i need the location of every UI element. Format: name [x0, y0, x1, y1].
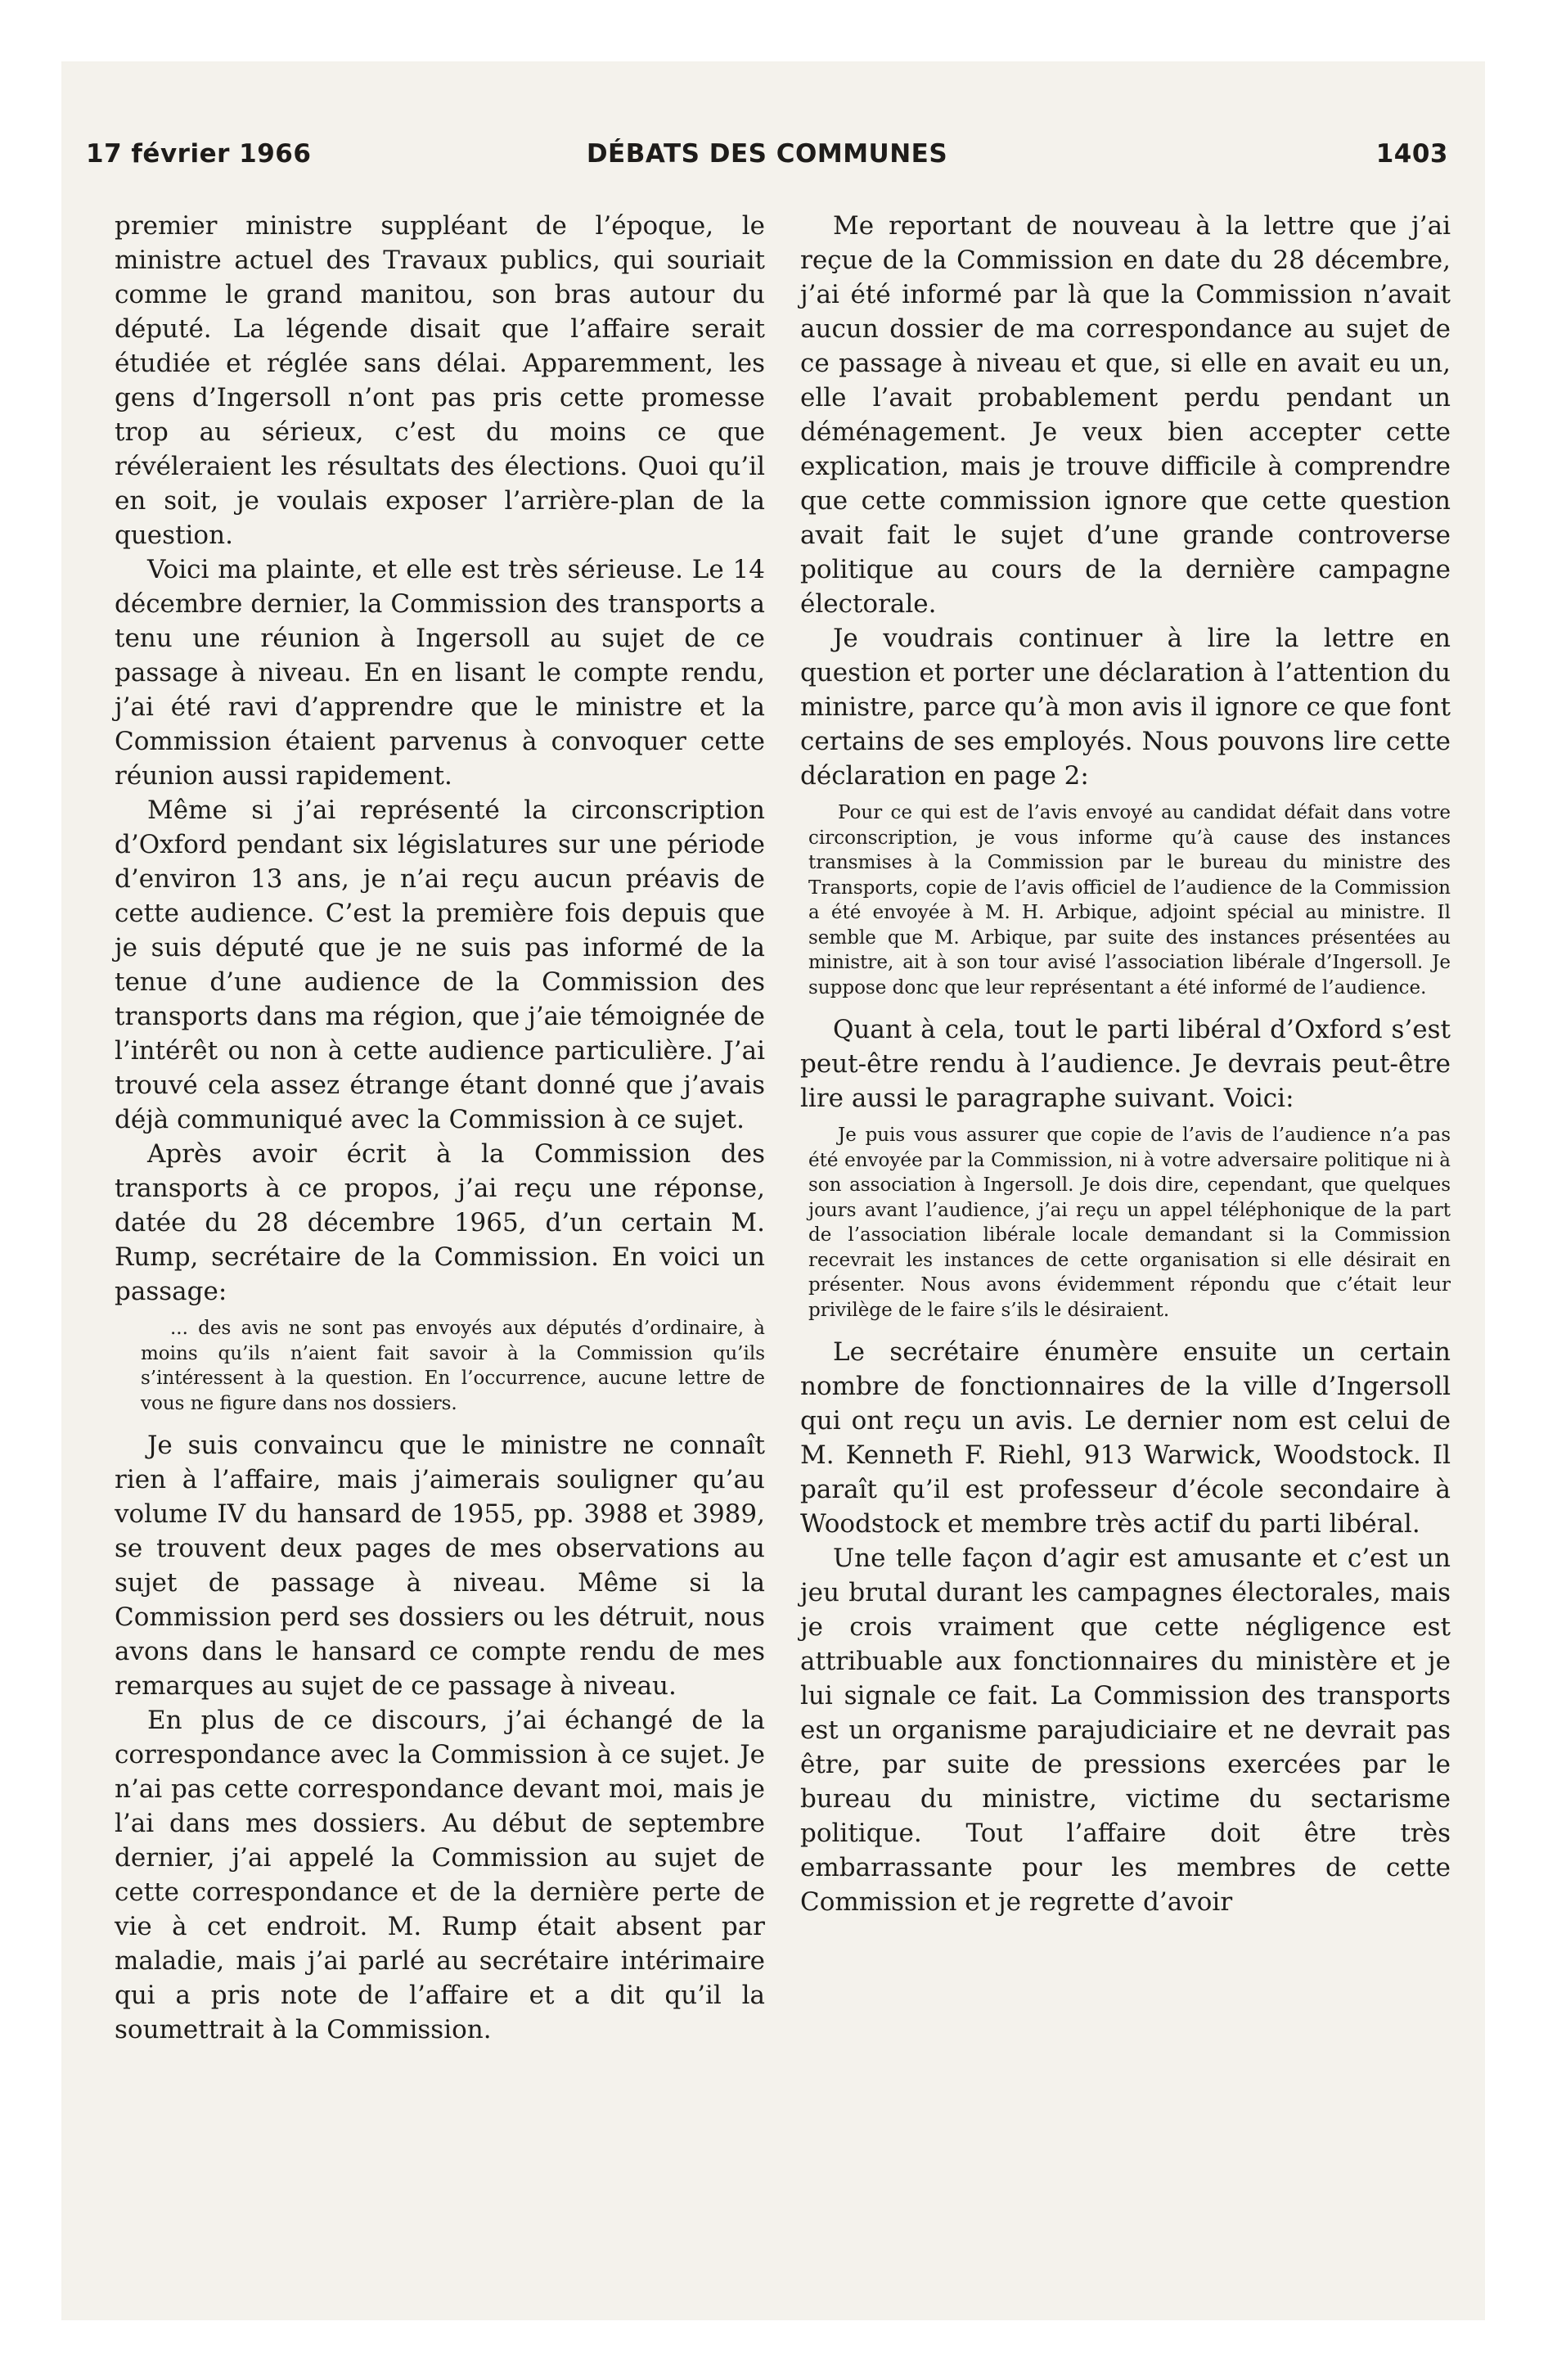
paragraph: premier ministre suppléant de l’époque, le ministre actuel des Travaux publics, qui souriait comme le grand manitou, son bras autour du député. La légende disait que l’affaire serait étudiée et réglée sans délai. Apparemment, les gens d’Ingersoll n’ont pas pris cette promesse trop au sérieux, c’est du moins ce que révéleraient les résultats des élections. Quoi qu’il en soit, je voulais exposer l’arrière-plan de la question.: [115, 211, 765, 550]
right-column: [800, 209, 1451, 1919]
paragraph: Me reportant de nouveau à la lettre que j’ai reçue de la Commission en date du 28 décembre, j’ai été informé par là que la Commission n’avait aucun dossier de ma correspondance au sujet de ce passage à niveau et que, si elle en avait eu un, elle l’avait probablement perdu pendant un déménagement. Je veux bien accepter cette explication, mais je trouve difficile à comprendre que cette commission ignore que cette question avait fait le sujet d’une grande controverse politique au cours de la dernière campagne électorale.: [800, 211, 1451, 619]
paragraph: Le secrétaire énumère ensuite un certain nombre de fonctionnaires de la ville d’Ingersoll qui ont reçu un avis. Le dernier nom est celui de M. Kenneth F. Riehl, 913 Warwick, Woodstock. Il paraît qu’il est professeur d’école secondaire à Woodstock et membre très actif du parti libéral.: [800, 1337, 1451, 1539]
block-quote: ... des avis ne sont pas envoyés aux députés d’ordinaire, à moins qu’ils n’aient fait savoir à la Commission qu’ils s’intéressent à la question. En l’occurrence, aucune lettre de vous ne figure dans nos dossiers.: [141, 1318, 765, 1414]
left-column: [115, 209, 765, 2047]
paragraph: En plus de ce discours, j’ai échangé de la correspondance avec la Commission à ce sujet. Je n’ai pas cette correspondance devant moi, mais je l’ai dans mes dossiers. Au début de septembre dernier, j’ai appelé la Commission au sujet de cette correspondance et de la dernière perte de vie à cet endroit. M. Rump était absent par maladie, mais j’ai parlé au secrétaire intérimaire qui a pris note de l’affaire et a dit qu’il la soumettrait à la Commission.: [115, 1706, 765, 2044]
page-header: [86, 139, 1448, 182]
paragraph: Même si j’ai représenté la circonscription d’Oxford pendant six législatures sur une période d’environ 13 ans, je n’ai reçu aucun préavis de cette audience. C’est la première fois depuis que je suis député que je ne suis pas informé de la tenue d’une audience de la Commission des transports dans ma région, que j’aie témoignée de l’intérêt ou non à cette audience particulière. J’ai trouvé cela assez étrange étant donné que j’avais déjà communiqué avec la Commission à ce sujet.: [115, 796, 765, 1134]
paragraph: Après avoir écrit à la Commission des transports à ce propos, j’ai reçu une réponse, datée du 28 décembre 1965, d’un certain M. Rump, secrétaire de la Commission. En voici un passage:: [115, 1139, 765, 1306]
paragraph: Quant à cela, tout le parti libéral d’Oxford s’est peut-être rendu à l’audience. Je devrais peut-être lire aussi le paragraphe suivant. Voici:: [800, 1015, 1451, 1113]
header-date: 17 février 1966: [86, 139, 312, 169]
paragraph: Une telle façon d’agir est amusante et c’est un jeu brutal durant les campagnes électorales, mais je crois vraiment que cette négligence est attribuable aux fonctionnaires du ministère et je lui signale ce fait. La Commission des transports est un organisme parajudiciaire et ne devrait pas être, par suite de pressions exercées par le bureau du ministre, victime du sectarisme politique. Tout l’affaire doit être très embarrassante pour les membres de cette Commission et je regrette d’avoir: [800, 1544, 1451, 1917]
paragraph: Voici ma plainte, et elle est très sérieuse. Le 14 décembre dernier, la Commission des transports a tenu une réunion à Ingersoll au sujet de ce passage à niveau. En en lisant le compte rendu, j’ai été ravi d’apprendre que le ministre et la Commission étaient parvenus à convoquer cette réunion aussi rapidement.: [115, 555, 765, 791]
header-page-number: 1403: [1375, 139, 1448, 169]
paragraph: Je suis convaincu que le ministre ne connaît rien à l’affaire, mais j’aimerais souligner qu’au volume IV du hansard de 1955, pp. 3988 et 3989, se trouvent deux pages de mes observations au sujet de passage à niveau. Même si la Commission perd ses dossiers ou les détruit, nous avons dans le hansard ce compte rendu de mes remarques au sujet de ce passage à niveau.: [115, 1431, 765, 1701]
block-quote: Je puis vous assurer que copie de l’avis de l’audience n’a pas été envoyée par la Commission, ni à votre adversaire politique ni à son association à Ingersoll. Je dois dire, cependant, que quelques jours avant l’audience, j’ai reçu un appel téléphonique de la part de l’association libérale locale demandant si la Commission recevrait les instances de cette organisation si elle désirait en présenter. Nous avons évidemment répondu que c’était leur privilège de le faire s’ils le désiraient.: [808, 1125, 1451, 1321]
paragraph: Je voudrais continuer à lire la lettre en question et porter une déclaration à l’attention du ministre, parce qu’à mon avis il ignore ce que font certains de ses employés. Nous pouvons lire cette déclaration en page 2:: [800, 624, 1451, 791]
header-title: DÉBATS DES COMMUNES: [586, 139, 948, 169]
block-quote: Pour ce qui est de l’avis envoyé au candidat défait dans votre circonscription, je vous informe qu’à cause des instances transmises à la Commission par le bureau du ministre des Transports, copie de l’avis officiel de l’audience de la Commission a été envoyée à M. H. Arbique, adjoint spécial au ministre. Il semble que M. Arbique, par suite des instances présentées au ministre, ait à son tour avisé l’association libérale d’Ingersoll. Je suppose donc que leur représentant a été informé de l’audience.: [808, 802, 1451, 998]
